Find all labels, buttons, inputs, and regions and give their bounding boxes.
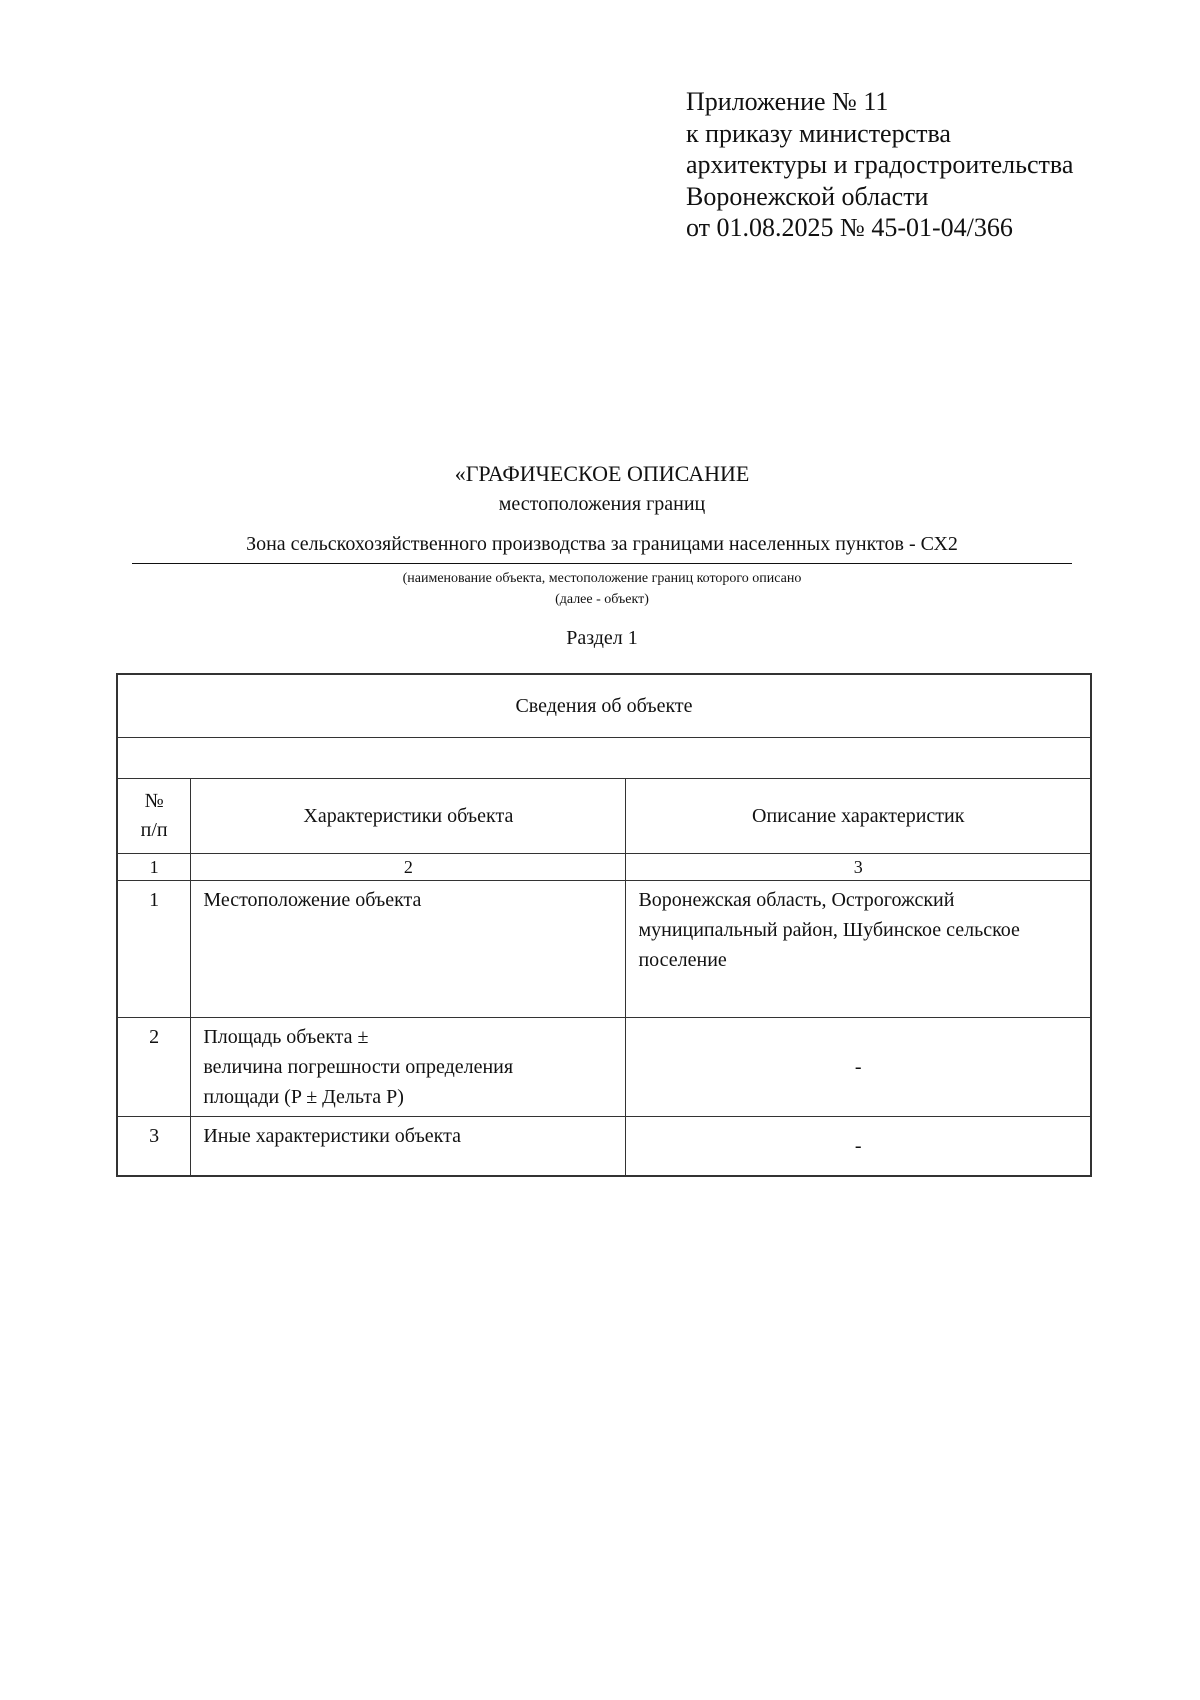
header-num — [117, 779, 191, 854]
row-characteristic: Иные характеристики объекта — [191, 1117, 626, 1177]
document-title: «ГРАФИЧЕСКОЕ ОПИСАНИЕ — [454, 461, 750, 486]
header-description: Описание характеристик — [626, 779, 1091, 854]
row-characteristic-line-3: площади (P ± Дельта P) — [203, 1086, 404, 1108]
appendix-line-date: от 01.08.2025 № 45-01-04/366 — [686, 213, 1013, 242]
table-caption-row — [117, 674, 1091, 738]
header-num-line-2: п/п — [140, 819, 168, 841]
table-row — [117, 1117, 1091, 1177]
table-row — [117, 881, 1091, 1018]
document-subtitle: местоположения границ — [498, 493, 706, 515]
appendix-line-number: Приложение № 11 — [686, 87, 889, 116]
row-number: 3 — [117, 1117, 191, 1177]
title-block — [132, 460, 1072, 652]
row-characteristic-line-1: Площадь объекта ± — [203, 1026, 369, 1048]
header-num-line-1: № — [144, 790, 164, 812]
row-number: 2 — [117, 1018, 191, 1117]
appendix-header — [686, 86, 1166, 244]
table-empty-cell — [117, 738, 1091, 779]
row-characteristic — [191, 1018, 626, 1117]
column-number-row — [117, 854, 1091, 881]
table-row — [117, 1018, 1091, 1117]
row-number: 1 — [117, 881, 191, 1018]
table-header-row — [117, 779, 1091, 854]
row-characteristic: Местоположение объекта — [191, 881, 626, 1018]
table-empty-row — [117, 738, 1091, 779]
header-characteristics: Характеристики объекта — [191, 779, 626, 854]
appendix-line-order: к приказу министерства — [686, 118, 951, 148]
caption-line-1: (наименование объекта, местоположение границ которого описано — [402, 571, 802, 586]
row-description: Воронежская область, Острогожский муниципальный район, Шубинское сельское поселение — [626, 881, 1091, 1018]
caption-line-2: (далее - объект) — [555, 592, 649, 607]
section-label: Раздел 1 — [566, 627, 638, 649]
table-caption: Сведения об объекте — [117, 674, 1091, 738]
appendix-line-ministry: архитектуры и градостроительства — [686, 150, 1074, 179]
object-name: Зона сельскохозяйственного производства за границами населенных пунктов - СХ2 — [132, 530, 1072, 564]
column-number: 3 — [626, 854, 1091, 881]
column-number: 2 — [191, 854, 626, 881]
row-description: - — [626, 1018, 1091, 1117]
row-description: - — [626, 1117, 1091, 1177]
object-name-caption — [132, 568, 1072, 610]
object-info-table — [116, 673, 1092, 1177]
row-characteristic-line-2: величина погрешности определения — [203, 1056, 514, 1078]
column-number: 1 — [117, 854, 191, 881]
appendix-line-region: Воронежской области — [686, 181, 929, 211]
